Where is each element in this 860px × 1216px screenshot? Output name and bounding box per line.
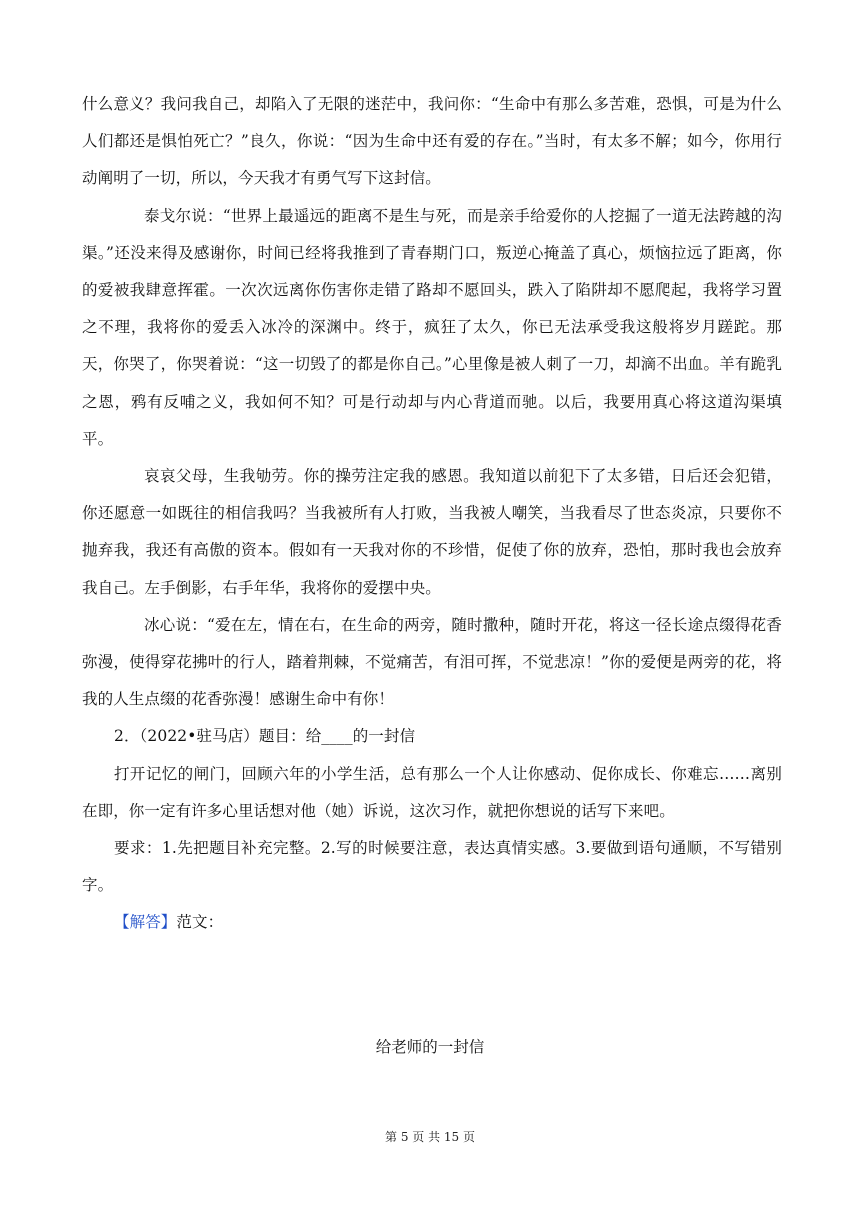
- paragraph-parents-toil: 哀哀父母，生我劬劳。你的操劳注定我的感恩。我知道以前犯下了太多错，日后还会犯错，你还愿意一如既往的相信我吗？当我被所有人打败，当我被人嘲笑，当我看尽了世态炎凉，只要你不抛弃我，我还有高傲的资本。假如有一天我对你的不珍惜，促使了你的放弃，恐怕，那时我也会放弃我自己。左手倒影，右手年华，我将你的爱摆中央。: [82, 467, 782, 597]
- question-prompt: 打开记忆的闸门，回顾六年的小学生活，总有那么一个人让你感动、促你成长、你难忘……离别在即，你一定有许多心里话想对他（她）诉说，这次习作，就把你想说的话写下来吧。: [82, 764, 782, 820]
- question-requirements: 要求：1.先把题目补充完整。2.写的时候要注意，表达真情实感。3.要做到语句通顺，不写错别字。: [82, 839, 782, 895]
- page-footer: 第 5 页 共 15 页: [385, 1130, 475, 1144]
- paragraph-tagore-quote: 泰戈尔说：“世界上最遥远的距离不是生与死，而是亲手给爱你的人挖掘了一道无法跨越的沟渠。”还没来得及感谢你，时间已经将我推到了青春期门口，叛逆心掩盖了真心，烦恼拉远了距离，你的爱被我肆意挥霍。一次次远离你伤害你走错了路却不愿回头，跌入了陷阱却不愿爬起，我将学习置之不理，我将你的爱丢入冰冷的深渊中。终于，疯狂了太久，你已无法承受我这般将岁月蹉跎。那天，你哭了，你哭着说：“这一切毁了的都是你自己。”心里像是被人刺了一刀，却滴不出血。羊有跪乳之恩，鸦有反哺之义，我如何不知？可是行动却与内心背道而驰。以后，我要用真心将这道沟渠填平。: [82, 206, 782, 448]
- answer-label: 范文：: [176, 913, 224, 932]
- letter-title: 给老师的一封信: [375, 1038, 485, 1056]
- question-title: 2．（2022•驻马店）题目：给____的一封信: [114, 727, 416, 746]
- paragraph-bingxin-quote: 冰心说：“爱在左，情在右，在生命的两旁，随时撒种，随时开花，将这一径长途点缀得花香弥漫，使得穿花拂叶的行人，踏着荆棘，不觉痛苦，有泪可挥，不觉悲凉！”你的爱便是两旁的花，将我的人生点缀的花香弥漫！感谢生命中有你！: [82, 615, 782, 709]
- answer-line: [82, 904, 782, 941]
- document-body: [82, 86, 782, 942]
- answer-tag: 【解答】: [114, 913, 177, 932]
- paragraph-meaning-of-life: 什么意义？我问我自己，却陷入了无限的迷茫中，我问你：“生命中有那么多苦难，恐惧，可是为什么人们都还是惧怕死亡？”良久，你说：“因为生命中还有爱的存在。”当时，有太多不解；如今，你用行动阐明了一切，所以，今天我才有勇气写下这封信。: [82, 95, 783, 188]
